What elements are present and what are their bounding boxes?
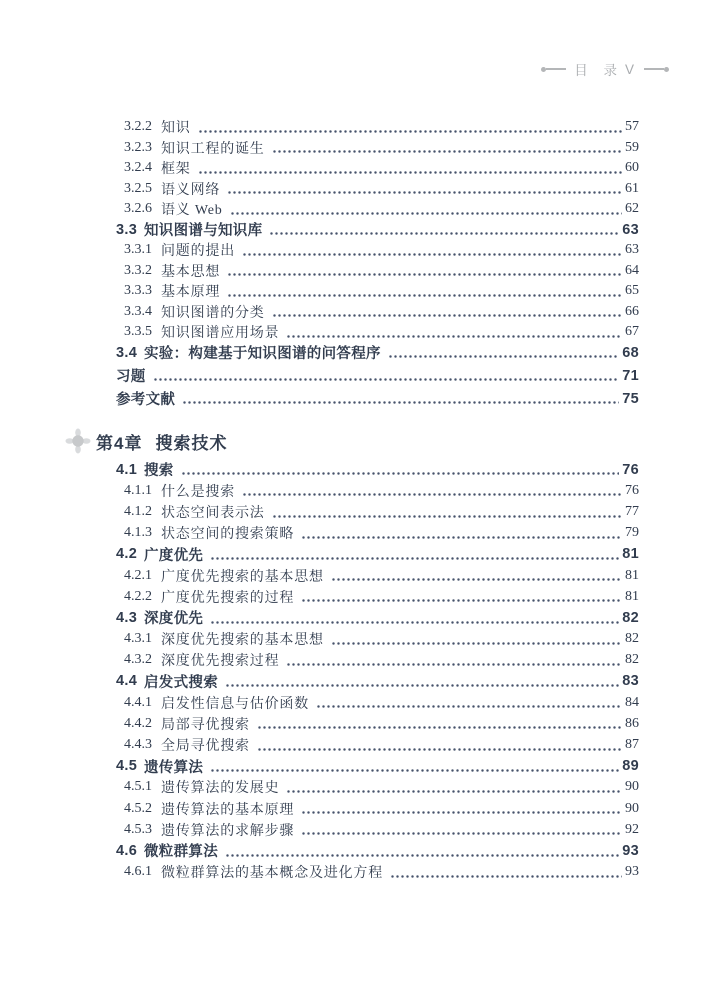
toc-entry-page: 83 — [622, 673, 639, 690]
toc-entry-page: 82 — [625, 652, 639, 668]
toc-entry-page: 57 — [625, 119, 639, 135]
toc-entry-page: 93 — [622, 842, 639, 859]
ornament-dot-right-icon — [664, 67, 669, 72]
toc-leader-dots — [227, 273, 622, 276]
toc-leader-dots — [210, 621, 619, 624]
toc-leader-dots — [272, 515, 622, 518]
toc-entry-title: 语义 Web — [161, 203, 223, 219]
toc-entry-page: 63 — [625, 242, 639, 258]
toc-entry[interactable] — [116, 565, 639, 586]
toc-entry-page: 76 — [625, 482, 639, 498]
toc-leader-dots — [301, 536, 622, 539]
toc-entry-page: 81 — [622, 546, 639, 563]
toc-entry-page: 87 — [625, 737, 639, 753]
toc-entry-title: 深度优先 — [144, 611, 204, 628]
toc-entry-number: 3.3 — [116, 221, 138, 238]
toc-entry-number: 4.6 — [116, 842, 138, 859]
toc-entry-page: 77 — [625, 503, 639, 519]
toc-leader-dots — [301, 832, 622, 835]
header-title: 目 录 — [574, 63, 623, 78]
toc-entry-number: 3.4 — [116, 344, 138, 361]
toc-entry-page: 67 — [625, 324, 639, 340]
toc-entry[interactable] — [116, 459, 639, 480]
toc-entry-page: 81 — [625, 588, 639, 604]
toc-entry-title: 知识 — [161, 121, 191, 137]
toc-entry-page: 62 — [625, 201, 639, 217]
toc-leader-dots — [331, 578, 622, 581]
toc-entry-title: 局部寻优搜索 — [161, 717, 250, 733]
toc-entry-number: 4.4.1 — [124, 694, 152, 710]
toc-leader-dots — [153, 378, 620, 381]
toc-leader-dots — [181, 472, 620, 475]
toc-entry[interactable] — [116, 756, 639, 777]
toc-entry-number: 3.3.4 — [124, 303, 152, 319]
toc-entry-page: 81 — [625, 567, 639, 583]
toc-entry[interactable] — [116, 544, 639, 565]
toc-entry-title: 微粒群算法的基本概念及进化方程 — [161, 866, 383, 882]
toc-entry-page: 93 — [625, 864, 639, 880]
toc-entry-title: 知识图谱与知识库 — [144, 223, 263, 240]
toc-leader-dots — [227, 191, 622, 194]
toc-entry-number: 4.5.2 — [124, 800, 152, 816]
toc-entry[interactable] — [116, 322, 639, 343]
toc-entry-number: 4.1 — [116, 461, 138, 478]
toc-entry-title: 启发性信息与估价函数 — [161, 696, 309, 712]
ornament-line-left — [546, 68, 566, 70]
toc-entry-page: 68 — [622, 344, 639, 361]
toc-entry-number: 4.4 — [116, 673, 138, 690]
toc-entry[interactable] — [116, 117, 639, 138]
toc-entry-title: 遗传算法的基本原理 — [161, 802, 295, 818]
toc-leader-dots — [388, 355, 619, 358]
toc-entry-page: 82 — [622, 609, 639, 626]
toc-entry[interactable] — [116, 240, 639, 261]
chapter-title: 搜索技术 — [155, 433, 228, 453]
toc-entry-number: 4.5.3 — [124, 821, 152, 837]
toc-entry-page: 75 — [622, 390, 639, 407]
toc-entry-title: 状态空间的搜索策略 — [161, 527, 295, 543]
toc-leader-dots — [331, 642, 622, 645]
toc-entry-title: 语义网络 — [161, 182, 221, 198]
toc-entry-title: 基本思想 — [161, 264, 221, 280]
toc-leader-dots — [257, 748, 622, 751]
toc-entry[interactable] — [116, 692, 639, 713]
toc-leader-dots — [242, 253, 622, 256]
toc-entry[interactable] — [116, 713, 639, 734]
toc-leader-dots — [272, 150, 622, 153]
toc-leader-dots — [301, 811, 622, 814]
toc-entry-number: 3.2.4 — [124, 160, 152, 176]
toc-entry-title: 什么是搜索 — [161, 484, 235, 500]
toc-entry-number: 3.2.2 — [124, 119, 152, 135]
toc-leader-dots — [230, 212, 622, 215]
toc-entry[interactable] — [116, 220, 639, 241]
toc-entry[interactable] — [116, 179, 639, 200]
toc-entry-number: 3.2.5 — [124, 180, 152, 196]
toc-entry-title: 参考文献 — [116, 392, 176, 409]
chapter-number: 第4章 — [96, 433, 143, 453]
toc-entry-number: 3.3.2 — [124, 262, 152, 278]
toc-entry-page: 82 — [625, 631, 639, 647]
toc-leader-dots — [269, 232, 619, 235]
toc-entry[interactable] — [116, 158, 639, 179]
toc-entry[interactable] — [116, 629, 639, 650]
toc-entry-number: 4.2.2 — [124, 588, 152, 604]
toc-entry-title: 全局寻优搜索 — [161, 739, 250, 755]
toc-entry-number: 4.3 — [116, 609, 138, 626]
toc-entry-number: 4.1.3 — [124, 525, 152, 541]
toc-leader-dots — [316, 705, 622, 708]
toc-entry-title: 知识图谱的分类 — [161, 305, 265, 321]
toc-entry[interactable] — [116, 261, 639, 282]
toc-entry-title: 遗传算法的求解步骤 — [161, 823, 295, 839]
toc-entry-number: 4.1.1 — [124, 482, 152, 498]
toc-entry-title: 知识图谱应用场景 — [161, 326, 280, 342]
toc-entry-number: 4.2.1 — [124, 567, 152, 583]
toc-entry[interactable] — [116, 607, 639, 628]
toc-entry-title: 广度优先 — [144, 547, 204, 564]
toc-entry[interactable] — [116, 343, 639, 364]
toc-entry-page: 92 — [625, 821, 639, 837]
toc-leader-dots — [257, 726, 622, 729]
toc-leader-dots — [272, 314, 622, 317]
toc-entry[interactable] — [116, 671, 639, 692]
toc-leader-dots — [301, 599, 622, 602]
toc-entry-page: 90 — [625, 800, 639, 816]
toc-entry-number: 4.5.1 — [124, 779, 152, 795]
toc-entry-title: 习题 — [116, 369, 146, 386]
toc-entry-page: 71 — [622, 367, 639, 384]
toc-entry-number: 4.4.3 — [124, 737, 152, 753]
toc-entry[interactable] — [116, 523, 639, 544]
toc-entry-title: 基本原理 — [161, 285, 221, 301]
toc-entry[interactable] — [116, 302, 639, 323]
toc-list-chapter4 — [116, 459, 639, 883]
header-page-number: V — [624, 61, 636, 77]
toc-entry-title: 深度优先搜索过程 — [161, 654, 280, 670]
toc-entry-number: 4.1.2 — [124, 503, 152, 519]
toc-leader-dots — [286, 663, 622, 666]
toc-leader-dots — [286, 790, 622, 793]
toc-entry-page: 59 — [625, 139, 639, 155]
toc-entry[interactable] — [116, 840, 639, 861]
toc-entry-page: 66 — [625, 303, 639, 319]
toc-leader-dots — [390, 875, 622, 878]
toc-entry-page: 76 — [622, 461, 639, 478]
toc-entry-number: 3.3.5 — [124, 324, 152, 340]
toc-entry[interactable] — [116, 389, 639, 410]
toc-entry-title: 深度优先搜索的基本思想 — [161, 633, 324, 649]
chapter-ornament-icon — [65, 428, 91, 454]
toc-entry-title: 广度优先搜索的过程 — [161, 590, 295, 606]
toc-entry-number: 3.3.3 — [124, 283, 152, 299]
toc-leader-dots — [286, 335, 622, 338]
toc-entry-title: 遗传算法 — [144, 759, 204, 776]
toc-entry-number: 4.5 — [116, 758, 138, 775]
toc-entry-number: 3.3.1 — [124, 242, 152, 258]
toc-entry-title: 广度优先搜索的基本思想 — [161, 569, 324, 585]
toc-entry[interactable] — [116, 480, 639, 501]
toc-entry[interactable] — [116, 366, 639, 387]
toc-entry-page: 84 — [625, 694, 639, 710]
toc-entry-number: 4.3.2 — [124, 652, 152, 668]
ornament-line-right — [644, 68, 664, 70]
toc-entry[interactable] — [116, 819, 639, 840]
toc-entry-title: 知识工程的诞生 — [161, 141, 265, 157]
toc-leader-dots — [210, 769, 619, 772]
toc-entry-page: 89 — [622, 758, 639, 775]
chapter-heading[interactable] — [65, 428, 639, 454]
page-header — [541, 59, 669, 79]
toc-leader-dots — [182, 401, 619, 404]
toc-entry-page: 61 — [625, 180, 639, 196]
toc-entry-page: 90 — [625, 779, 639, 795]
toc-entry-title: 实验：构建基于知识图谱的问答程序 — [144, 346, 381, 363]
toc-entry-number: 4.6.1 — [124, 864, 152, 880]
toc-entry-page: 79 — [625, 525, 639, 541]
toc-entry[interactable] — [116, 199, 639, 220]
toc-entry-page: 86 — [625, 715, 639, 731]
toc-entry-title: 框架 — [161, 162, 191, 178]
toc-entry-title: 搜索 — [144, 463, 174, 480]
toc-entry-title: 启发式搜索 — [144, 674, 218, 691]
toc-entry[interactable] — [116, 501, 639, 522]
toc-entry-number: 3.2.6 — [124, 201, 152, 217]
toc-entry-number: 4.3.1 — [124, 631, 152, 647]
toc-leader-dots — [225, 854, 619, 857]
toc-leader-dots — [210, 557, 619, 560]
toc-entry[interactable] — [116, 281, 639, 302]
toc-leader-dots — [198, 130, 622, 133]
toc-entry[interactable] — [116, 862, 639, 883]
toc-entry-title: 问题的提出 — [161, 244, 235, 260]
toc-entry-number: 3.2.3 — [124, 139, 152, 155]
toc-entry[interactable] — [116, 138, 639, 159]
toc-leader-dots — [225, 684, 619, 687]
toc-entry[interactable] — [116, 734, 639, 755]
toc-entry[interactable] — [116, 777, 639, 798]
toc-entry-page: 64 — [625, 262, 639, 278]
toc-entry[interactable] — [116, 650, 639, 671]
toc-entry-title: 微粒群算法 — [144, 844, 218, 861]
toc-entry[interactable] — [116, 586, 639, 607]
toc-entry-title: 状态空间表示法 — [161, 505, 265, 521]
toc-entry[interactable] — [116, 798, 639, 819]
toc-entry-title: 遗传算法的发展史 — [161, 781, 280, 797]
toc-leader-dots — [198, 171, 622, 174]
toc-entry-number: 4.2 — [116, 546, 138, 563]
toc-entry-page: 63 — [622, 221, 639, 238]
toc-entry-page: 65 — [625, 283, 639, 299]
toc-content — [96, 117, 639, 883]
toc-entry-number: 4.4.2 — [124, 715, 152, 731]
toc-entry-page: 60 — [625, 160, 639, 176]
toc-leader-dots — [227, 294, 622, 297]
toc-leader-dots — [242, 493, 622, 496]
toc-list-chapter3 — [116, 117, 639, 409]
